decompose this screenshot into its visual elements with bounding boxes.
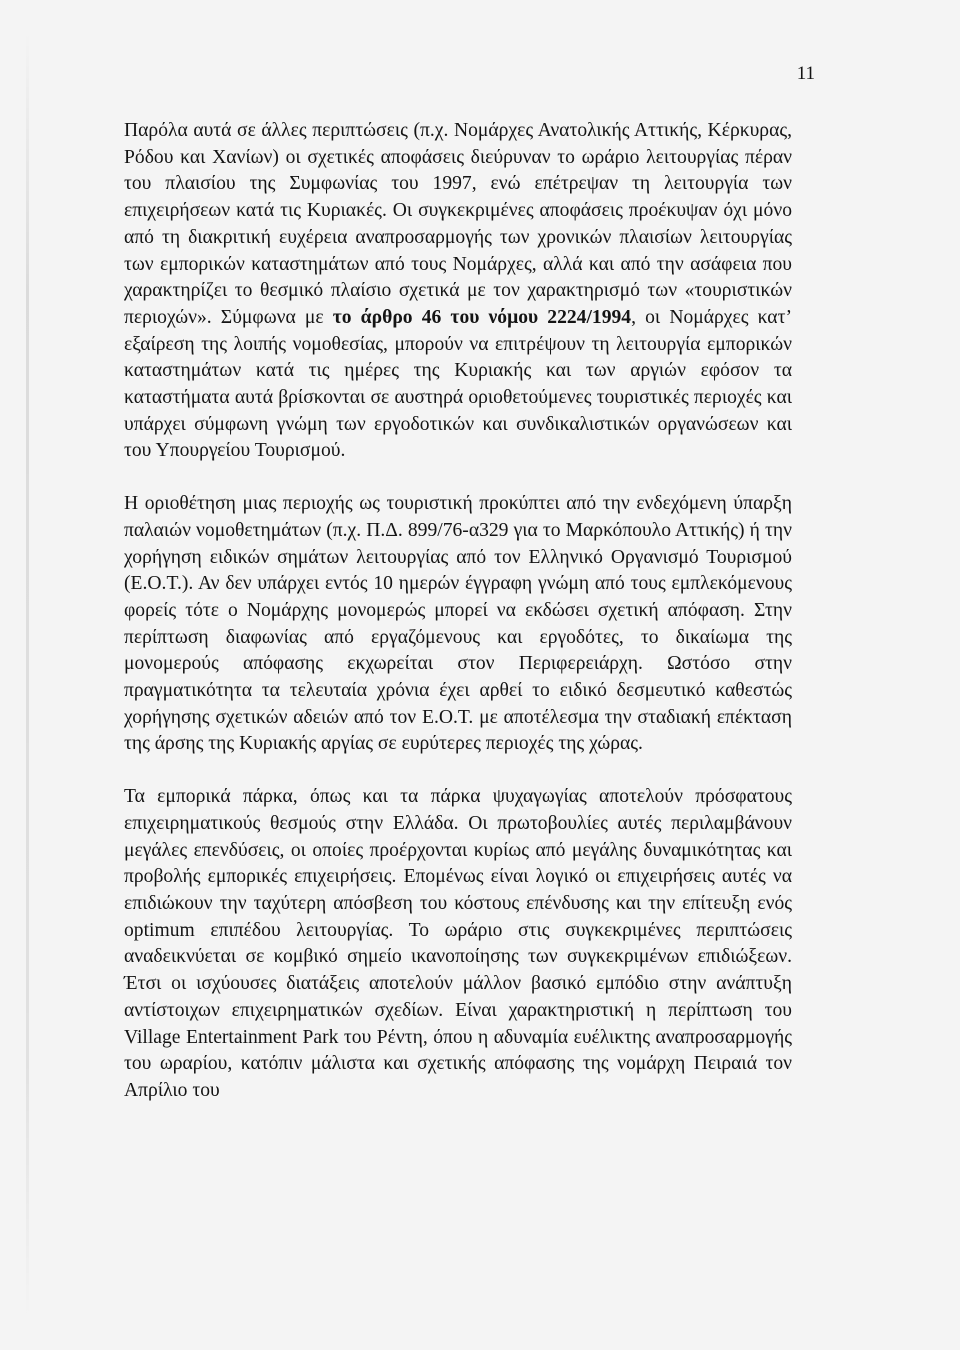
paragraph-2 — [124, 491, 792, 758]
scan-edge-shadow — [26, 30, 29, 1320]
page-number: 11 — [796, 63, 815, 84]
body-text — [124, 118, 792, 1105]
paragraph-3 — [124, 784, 792, 1104]
law-reference-bold: το άρθρο 46 του νόμου 2224/1994 — [332, 306, 632, 328]
paragraph-2-text: Η οριοθέτηση μιας περιοχής ως τουριστική προκύπτει από την ενδεχόμενη ύπαρξη παλαιών νομοθετημάτων (π.χ. Π.Δ. 899/76-α329 για το Μαρκόπουλο Αττικής) ή την χορήγηση ειδικών σημάτων λειτουργίας από τον Ελληνικό Οργανισμό Τουρισμού (Ε.Ο.Τ.). Αν δεν υπάρχει εντός 10 ημερών έγγραφη γνώμη από τους εμπλεκόμενους φορείς τότε ο Νομάρχης μονομερώς μπορεί να εκδώσει σχετική απόφαση. Στην περίπτωση διαφωνίας από εργαζόμενους και εργοδότες, το δικαίωμα της μονομερούς απόφασης εκχωρείται στον Περιφερειάρχη. Ωστόσο στην πραγματικότητα τα τελευταία χρόνια έχει αρθεί το ειδικό δεσμευτικό καθεστώς χορήγησης σχετικών αδειών από τον Ε.Ο.Τ. με αποτέλεσμα την σταδιακή επέκταση της άρσης της Κυριακής αργίας σε ευρύτερες περιοχές της χώρας. — [124, 493, 792, 755]
paragraph-1-text-a: Παρόλα αυτά σε άλλες περιπτώσεις (π.χ. Νομάρχες Ανατολικής Αττικής, Κέρκυρας, Ρόδου και Χανίων) οι σχετικές αποφάσεις διεύρυναν το ωράριο λειτουργίας πέραν του πλαισίου της Συμφωνίας του 1997, ενώ επέτρεψαν τη λειτουργία των επιχειρήσεων κατά τις Κυριακές. Οι συγκεκριμένες αποφάσεις προέκυψαν όχι μόνο από τη διακριτική ευχέρεια αναπροσαρμογής των χρονικών πλαισίων λειτουργίας των εμπορικών καταστημάτων από τους Νομάρχες, αλλά και από την ασάφεια που χαρακτηρίζει το θεσμικό πλαίσιο σχετικά με τον χαρακτηρισμό των «τουριστικών περιοχών». Σύμφωνα με — [124, 120, 792, 328]
paragraph-1 — [124, 118, 792, 465]
paragraph-3-text: Τα εμπορικά πάρκα, όπως και τα πάρκα ψυχαγωγίας αποτελούν πρόσφατους επιχειρηματικούς θεσμούς στην Ελλάδα. Οι πρωτοβουλίες αυτές περιλαμβάνουν μεγάλες επενδύσεις, οι οποίες προέρχονται κυρίως από μεγάλης δυναμικότητας και προβολής εμπορικές επιχειρήσεις. Επομένως είναι λογικό οι επιχειρήσεις αυτές να επιδιώκουν την ταχύτερη απόσβεση του κόστους επένδυσης και την επίτευξη ενός optimum επιπέδου λειτουργίας. Το ωράριο στις συγκεκριμένες περιπτώσεις αναδεικνύεται σε κομβικό σημείο ικανοποίησης των συγκεκριμένων επιδιώξεων. Έτσι οι ισχύουσες διατάξεις αποτελούν μάλλον βασικό εμπόδιο στην ανάπτυξη αντίστοιχων επιχειρηματικών σχεδίων. Είναι χαρακτηριστική η περίπτωση του Village Entertainment Park του Ρέντη, όπου η αδυναμία ευέλικτης αναπροσαρμογής του ωραρίου, κατόπιν μάλιστα και σχετικής απόφασης της νομάρχη Πειραιά τον Απρίλιο του — [124, 786, 792, 1101]
paragraph-1-text-b: , οι Νομάρχες κατ’ εξαίρεση της λοιπής νομοθεσίας, μπορούν να επιτρέψουν τη λειτουργία εμπορικών καταστημάτων κατά τις ημέρες της Κυριακής και των αργιών εφόσον τα καταστήματα αυτά βρίσκονται σε αυστηρά οριοθετούμενες τουριστικές περιοχές και υπάρχει σύμφωνη γνώμη των εργοδοτικών και συνδικαλιστικών οργανώσεων και του Υπουργείου Τουρισμού. — [124, 306, 792, 462]
